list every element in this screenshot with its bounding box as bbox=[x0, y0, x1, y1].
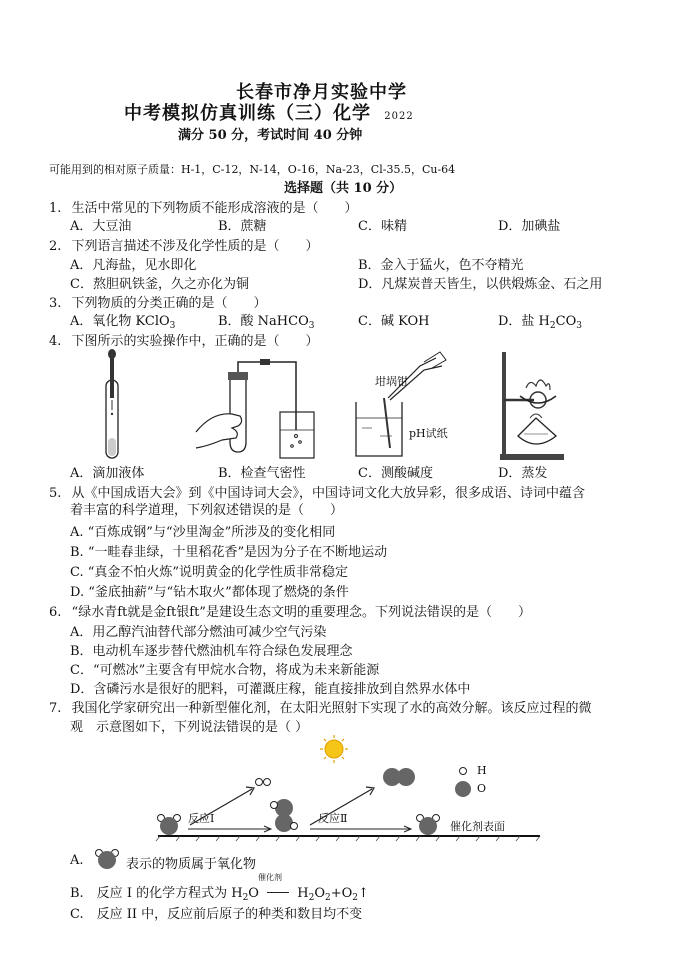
label-crucible-tongs: 坩埚钳 bbox=[375, 375, 408, 388]
q-stem: 下图所示的实验操作中，正确的是（ ） bbox=[71, 334, 319, 349]
water-molecule bbox=[158, 815, 181, 836]
q4-option-c: C．测酸碱度 bbox=[358, 466, 433, 481]
q5-option-d: D. “釜底抽薪”与“钻木取火”都体现了燃烧的条件 bbox=[70, 585, 349, 600]
q2-option-d: D．凡煤炭普天皆生，以供煅炼金、石之用 bbox=[358, 277, 603, 292]
q3-option-d: D．盐 $H_2CO_3$ bbox=[498, 314, 582, 331]
q7-option-b: B. 反应 I 的化学方程式为 $H_2O$ $H_2O_2+O_2↑$ bbox=[70, 886, 369, 903]
q-stem: “绿水青ft就是金ft银ft”是建设生态文明的重要理念。下列说法错误的是（ ） bbox=[71, 605, 531, 620]
q7-option-c: C. 反应 II 中，反应前后原子的种类和数目均不变 bbox=[70, 907, 363, 922]
question-2 bbox=[49, 235, 319, 254]
question-4 bbox=[49, 330, 319, 349]
figure-airtight bbox=[192, 352, 322, 462]
catalyst-condition: 催化剂 bbox=[258, 873, 282, 882]
label-ph-paper: pH试纸 bbox=[409, 427, 448, 440]
sun-icon bbox=[320, 735, 348, 763]
q7-option-a-text: 表示的物质属于氧化物 bbox=[126, 857, 257, 872]
legend bbox=[455, 768, 471, 798]
q5-option-c: C. “真金不怕火炼”说明黄金的化学性质非常稳定 bbox=[70, 565, 349, 580]
q2-option-c: C．熬胆矾铁釜，久之亦化为铜 bbox=[70, 277, 249, 292]
exam-title-text: 中考模拟仿真训练（三）化学 bbox=[124, 103, 371, 124]
q4-option-a: A．滴加液体 bbox=[70, 466, 145, 481]
section-title: 选择题（共 10 分） bbox=[284, 181, 403, 196]
oxide-molecule-icon bbox=[93, 847, 123, 871]
q-num: 6. bbox=[49, 605, 62, 620]
q3-option-a: A．氧化物 KClO$_3$ bbox=[70, 314, 176, 331]
q7-option-a-label: A. bbox=[70, 853, 84, 868]
q-num: 1. bbox=[49, 201, 62, 216]
q5-option-a: A. “百炼成钢”与“沙里淘金”所涉及的变化相同 bbox=[70, 525, 336, 540]
score-time: 满分 50 分，考试时间 40 分钟 bbox=[178, 128, 363, 143]
q-stem: 我国化学家研究出一种新型催化剂，在太阳光照射下实现了水的高效分解。该反应过程的微 bbox=[71, 701, 592, 716]
hydrogen-molecule bbox=[256, 779, 271, 786]
q-num: 2. bbox=[49, 239, 62, 254]
q2-option-a: A．凡海盐，见水即化 bbox=[70, 258, 197, 273]
q1-option-c: C．味精 bbox=[358, 219, 407, 234]
question-6 bbox=[49, 601, 531, 620]
q6-option-b: B．电动机车逐步替代燃油机车符合绿色发展理念 bbox=[70, 644, 353, 659]
q-num: 7. bbox=[49, 701, 62, 716]
question-5-cont: 着丰富的科学道理，下列叙述错误的是（ ） bbox=[70, 503, 344, 518]
figure-evaporation bbox=[490, 348, 580, 463]
legend-o: O bbox=[477, 782, 487, 795]
figure-dropper bbox=[96, 350, 136, 460]
label-reaction-1: 反应Ⅰ bbox=[188, 812, 215, 825]
label-catalyst-surface: 催化剂表面 bbox=[450, 820, 505, 833]
q-num: 3. bbox=[49, 296, 62, 311]
oxygen-molecule bbox=[383, 768, 415, 786]
figure-ph bbox=[350, 352, 470, 462]
question-7-cont: 观 示意图如下，下列说法错误的是（ ） bbox=[70, 720, 309, 735]
q-stem: 生活中常见的下列物质不能形成溶液的是（ ） bbox=[71, 201, 358, 216]
q-stem: 从《中国成语大会》到《中国诗词大会》，中国诗词文化大放异彩，很多成语、诗词中蕴含 bbox=[71, 486, 586, 501]
q5-option-b: B. “一畦春韭绿，十里稻花香”是因为分子在不断地运动 bbox=[70, 545, 388, 560]
question-1 bbox=[49, 197, 358, 216]
q-num: 5. bbox=[49, 486, 62, 501]
question-3 bbox=[49, 292, 267, 311]
q-num: 4. bbox=[49, 334, 62, 349]
q-stem: 下列物质的分类正确的是（ ） bbox=[71, 296, 267, 311]
exam-title bbox=[124, 99, 414, 125]
q3-option-c: C．碱 KOH bbox=[358, 314, 430, 329]
q1-option-b: B．蔗糖 bbox=[218, 219, 267, 234]
q6-option-c: C．“可燃冰”主要含有甲烷水合物，将成为未来新能源 bbox=[70, 663, 380, 678]
legend-h: H bbox=[477, 764, 487, 777]
q3-option-b: B．酸 NaHCO$_3$ bbox=[218, 314, 315, 331]
q1-option-d: D．加碘盐 bbox=[498, 219, 561, 234]
water-molecule-product bbox=[417, 815, 440, 836]
label-reaction-2: 反应Ⅱ bbox=[318, 812, 348, 825]
q4-option-b: B．检查气密性 bbox=[218, 466, 306, 481]
q2-option-b: B．金入于猛火，色不夺精光 bbox=[358, 258, 524, 273]
h2o2-molecule bbox=[271, 799, 298, 832]
question-7 bbox=[49, 697, 592, 716]
q-stem: 下列语言描述不涉及化学性质的是（ ） bbox=[71, 239, 319, 254]
atomic-masses: 可能用到的相对原子质量：H-1，C-12，N-14，O-16，Na-23，Cl-35.5，Cu-64 bbox=[49, 163, 456, 176]
q6-option-d: D．含磷污水是很好的肥料，可灌溉庄稼，能直接排放到自然界水体中 bbox=[70, 682, 471, 697]
exam-year: 2022 bbox=[384, 111, 414, 122]
q6-option-a: A．用乙醇汽油替代部分燃油可减少空气污染 bbox=[70, 625, 327, 640]
school-name: 长春市净月实验中学 bbox=[236, 82, 407, 103]
q1-option-a: A．大豆油 bbox=[70, 219, 132, 234]
q4-option-d: D．蒸发 bbox=[498, 466, 548, 481]
